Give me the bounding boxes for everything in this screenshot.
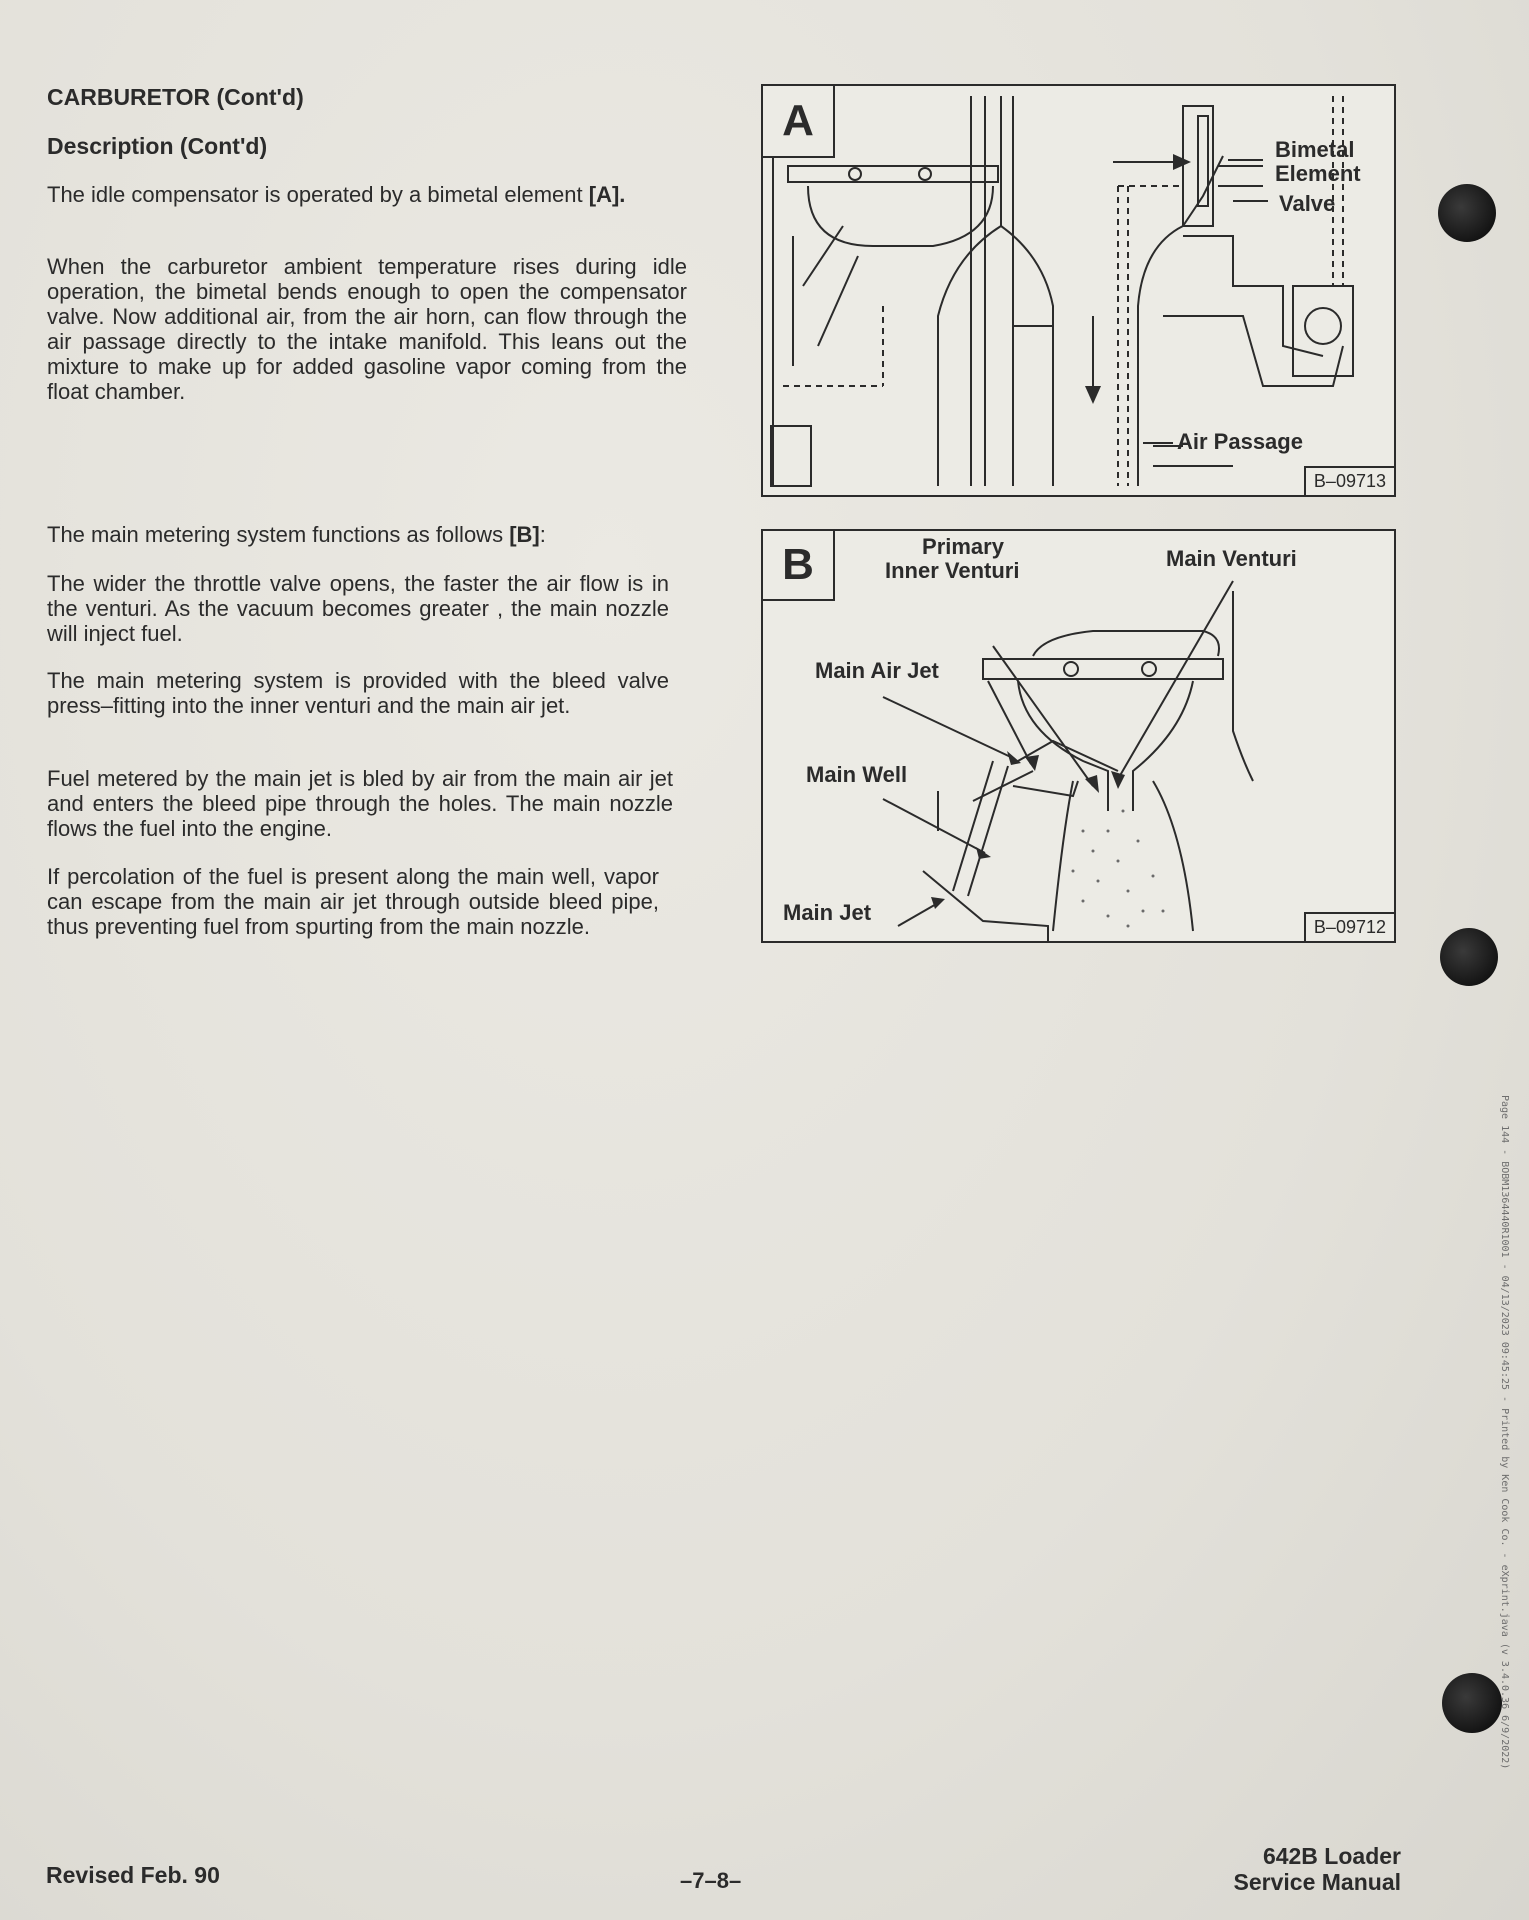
paragraph-bleed-valve: The main metering system is provided with the bleed valve press–fitting into the inner venturi and the main air jet. <box>47 668 669 718</box>
paragraph-percolation: If percolation of the fuel is present along the main well, vapor can escape from the main air jet through outside bleed pipe, thus preventing fuel from spurting from the main nozzle. <box>47 864 659 939</box>
callout-valve: Valve <box>1279 191 1336 216</box>
callout-main-air-jet: Main Air Jet <box>815 658 939 683</box>
figure-b-letter: B <box>763 531 835 601</box>
figure-a-id: B–09713 <box>1304 466 1394 495</box>
p1-figure-ref: [A]. <box>588 182 626 207</box>
paragraph-ambient-temperature: When the carburetor ambient temperature rises during idle operation, the bimetal bends enough to open the compensator valve. Now additional air, from the air horn, can flow through the air passage directly to the intake manifold. This leans out the mixture to make up for added gasoline vapor coming from the float chamber. <box>47 254 687 404</box>
callout-bimetal: Bimetal <box>1275 137 1355 162</box>
callout-air-passage: Air Passage <box>1177 429 1303 454</box>
footer-manual-title <box>1234 1843 1401 1895</box>
figure-b-drawing <box>763 531 1394 941</box>
footer-page-number: –7–8– <box>680 1868 742 1893</box>
p3-figure-ref: [B] <box>509 522 540 547</box>
callout-main-venturi: Main Venturi <box>1166 546 1297 571</box>
section-heading: CARBURETOR (Cont'd) <box>47 84 304 110</box>
section-subheading: Description (Cont'd) <box>47 133 268 159</box>
binder-hole-top <box>1438 184 1496 242</box>
figure-a-letter: A <box>763 86 835 158</box>
callout-element: Element <box>1275 161 1361 186</box>
figure-b-id: B–09712 <box>1304 912 1394 941</box>
paragraph-idle-compensator <box>47 182 687 207</box>
figure-a-idle-compensator <box>761 84 1396 497</box>
binder-hole-middle <box>1440 928 1498 986</box>
print-stamp: Page 144 - BOBM1364440R1001 - 04/13/2023 09:45:25 - Printed by Ken Cook Co. - eXprint.java (v 3.4.0.36 6/9/2022) <box>1499 1095 1510 1770</box>
paragraph-main-metering-intro <box>47 522 697 547</box>
paragraph-throttle: The wider the throttle valve opens, the faster the air flow is in the venturi. As the vacuum becomes greater , the main nozzle will inject fuel. <box>47 571 669 646</box>
footer-revised-date: Revised Feb. 90 <box>46 1862 220 1888</box>
footer-manual: Service Manual <box>1233 1869 1401 1895</box>
binder-hole-bottom <box>1442 1673 1502 1733</box>
p3-colon: : <box>539 522 546 547</box>
p3-text: The main metering system functions as follows <box>47 522 504 547</box>
callout-inner-venturi: Inner Venturi <box>885 558 1020 583</box>
footer-model: 642B Loader <box>1262 1843 1401 1869</box>
callout-main-jet: Main Jet <box>783 900 872 925</box>
figure-b-main-metering <box>761 529 1396 943</box>
paragraph-fuel-metered: Fuel metered by the main jet is bled by air from the main air jet and enters the bleed pipe through the holes. The main nozzle flows the fuel into the engine. <box>47 766 673 841</box>
p1-text: The idle compensator is operated by a bimetal element <box>47 182 583 207</box>
callout-main-well: Main Well <box>806 762 908 787</box>
callout-primary: Primary <box>922 534 1004 559</box>
